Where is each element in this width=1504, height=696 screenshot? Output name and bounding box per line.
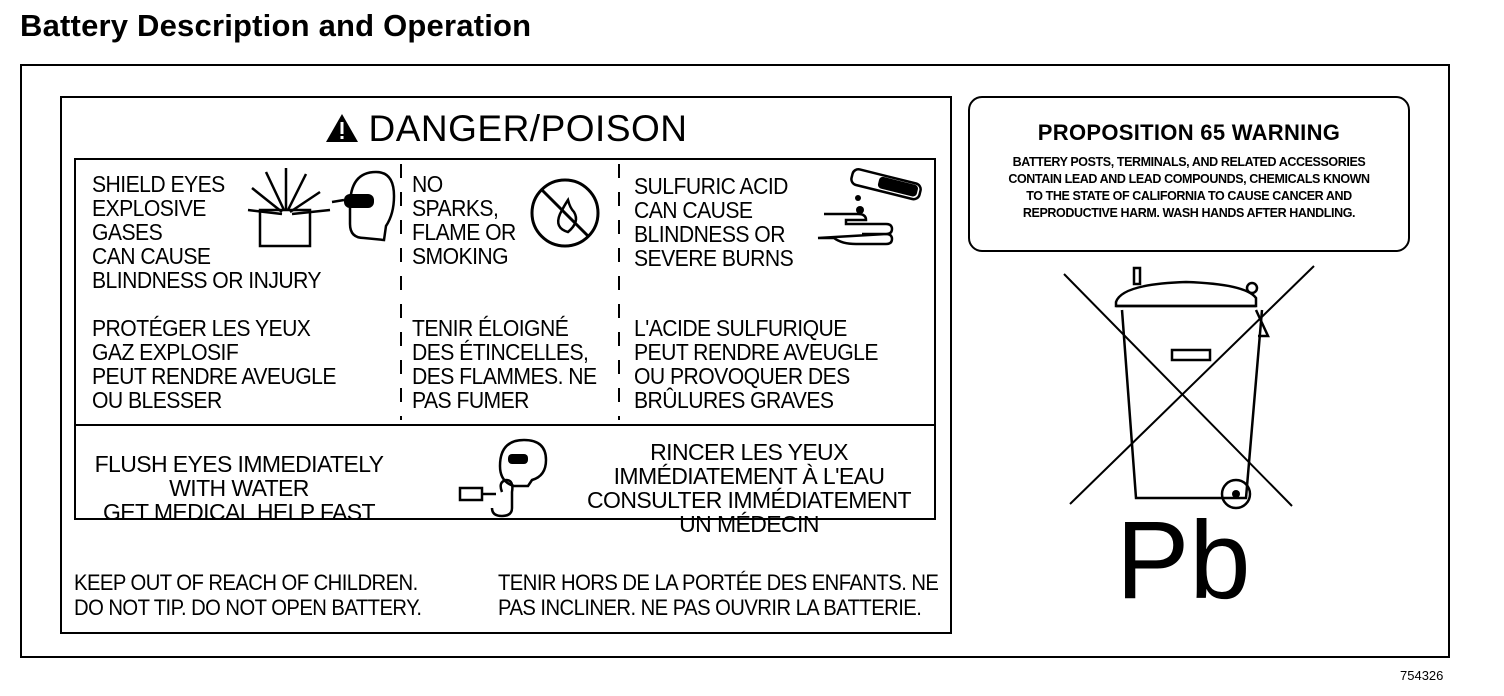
sulfuric-acid-warning-en: SULFURIC ACID CAN CAUSE BLINDNESS OR SEVERE BURNS (634, 173, 794, 271)
flush-eyes-instructions-en: FLUSH EYES IMMEDIATELY WITH WATER GET MEDICAL HELP FAST (94, 451, 384, 525)
shield-eyes-warning-fr: PROTÉGER LES YEUX GAZ EXPLOSIF PEUT RENDRE AVEUGLE OU BLESSER (92, 315, 336, 413)
no-flame-icon (528, 176, 602, 255)
explosion-goggles-icon (246, 166, 396, 259)
warning-triangle-icon (325, 110, 359, 152)
eye-wash-icon (454, 432, 564, 523)
column-divider (618, 164, 620, 420)
flush-eyes-instructions-fr: RINCER LES YEUX IMMÉDIATEMENT À L'EAU CONSULTER IMMÉDIATEMENT UN MÉDECIN (587, 439, 911, 537)
danger-hazard-grid (74, 158, 936, 537)
figure-reference-number: 754326 (1400, 668, 1444, 683)
no-sparks-warning-fr: TENIR ÉLOIGNÉ DES ÉTINCELLES, DES FLAMMES. NE PAS FUMER (412, 315, 597, 413)
lead-element-symbol: Pb (1116, 499, 1251, 622)
prop65-title: PROPOSITION 65 WARNING (1037, 120, 1341, 145)
sulfuric-acid-warning-fr: L'ACIDE SULFURIQUE PEUT RENDRE AVEUGLE OU PROVOQUER DES BRÛLURES GRAVES (634, 315, 878, 413)
keep-away-notice-en: KEEP OUT OF REACH OF CHILDREN. DO NOT TIP. DO NOT OPEN BATTERY. (74, 570, 422, 620)
keep-away-notice-fr: TENIR HORS DE LA PORTÉE DES ENFANTS. NE PAS INCLINER. NE PAS OUVRIR LA BATTERIE. (498, 570, 939, 620)
acid-hand-icon (814, 164, 934, 253)
crossed-out-wheelie-bin-icon (1060, 262, 1320, 517)
shield-eyes-warning-en: SHIELD EYES EXPLOSIVE GASES CAN CAUSE BLINDNESS OR INJURY (92, 171, 321, 293)
danger-poison-label (60, 96, 952, 634)
flush-eyes-section (76, 424, 934, 537)
proposition-65-warning (968, 96, 1410, 252)
page-title: Battery Description and Operation (20, 8, 532, 43)
danger-title-text: DANGER/POISON (368, 108, 688, 149)
no-sparks-warning-en: NO SPARKS, FLAME OR SMOKING (412, 171, 516, 269)
prop65-body: BATTERY POSTS, TERMINALS, AND RELATED ACCESSORIES CONTAIN LEAD AND LEAD COMPOUNDS, CHEMICALS KNOWN TO THE STATE OF CALIFORNIA TO CAUSE CANCER AND REPRODUCTIVE HARM. WASH HANDS AFTER HANDLING. (1008, 155, 1370, 220)
danger-title (62, 108, 950, 152)
column-divider (400, 164, 402, 420)
